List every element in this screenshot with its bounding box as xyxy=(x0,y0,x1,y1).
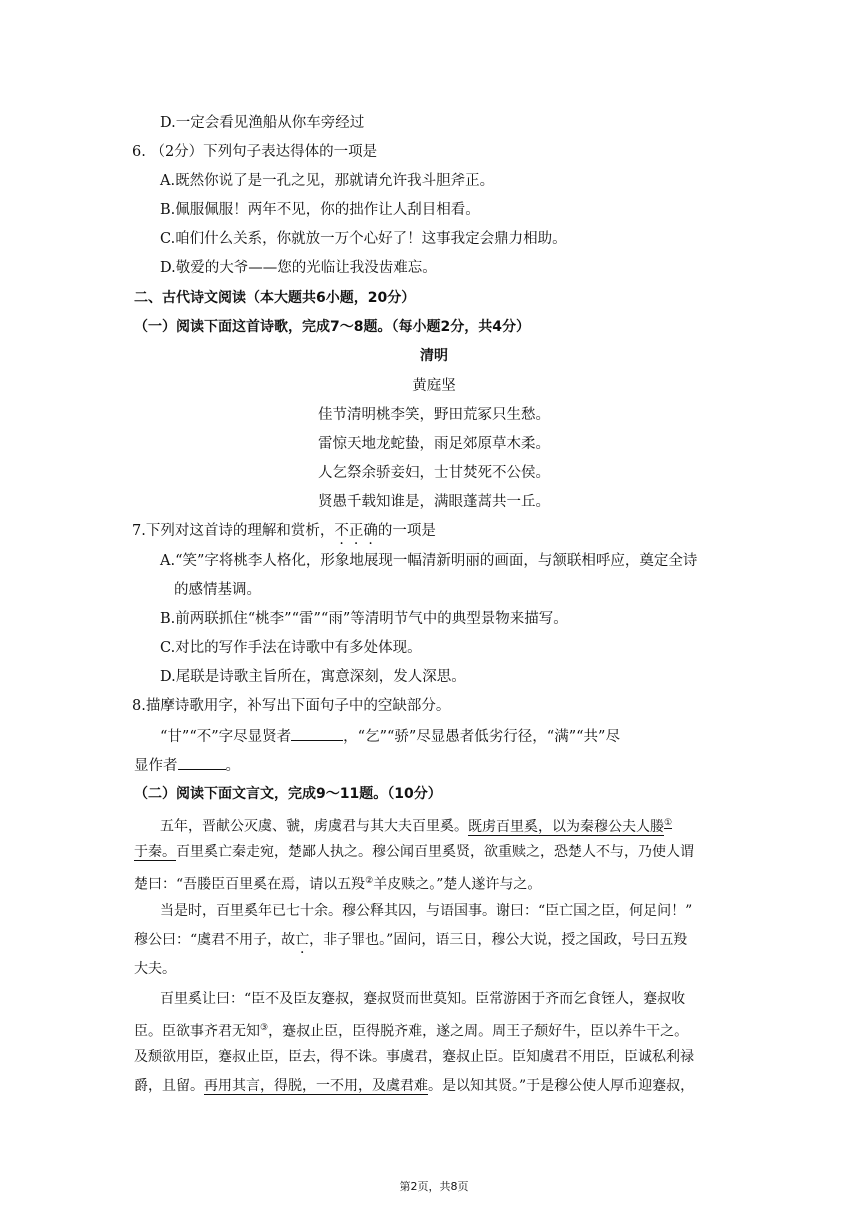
q7-option-b: B.前两联抓住“桃李”“雷”“雨”等清明节气中的典型景物来描写。 xyxy=(160,611,568,627)
passage-p3-line1: 百里奚让曰：“臣不及臣友蹇叔，蹇叔贤而世莫知。臣常游困于齐而乞食铚人，蹇叔收 xyxy=(160,991,686,1007)
q6-stem: 6. （2分）下列句子表达得体的一项是 xyxy=(132,144,378,160)
passage-p1-line1: 五年，晋献公灭虞、虢，虏虞君与其大夫百里奚。既虏百里奚，以为秦穆公夫人媵① xyxy=(160,818,673,835)
page-number: 第2页，共8页 xyxy=(399,1180,469,1193)
section2-heading: 二、古代诗文阅读（本大题共6小题，20分） xyxy=(134,290,416,306)
q6-option-c: C.咱们什么关系，你就放一万个心好了！这事我定会鼎力相助。 xyxy=(160,231,567,247)
poem-line-4: 贤愚千载知谁是，满眼蓬蒿共一丘。 xyxy=(318,494,550,510)
poem-line-3: 人乞祭余骄妾妇，士甘焚死不公侯。 xyxy=(318,465,550,481)
q6-option-b: B.佩服佩服！两年不见，你的拙作让人刮目相看。 xyxy=(160,202,480,218)
passage-p1-line2: 于秦。百里奚亡秦走宛，楚鄙人执之。穆公闻百里奚贤，欲重赎之，恐楚人不与，乃使人谓 xyxy=(134,844,694,860)
passage-p3-line4: 爵，且留。再用其言，得脱，一不用，及虞君难。是以知其贤。”于是穆公使人厚币迎蹇叔， xyxy=(134,1078,695,1094)
q8-line-1: “甘”“不”字尽显贤者 ，“乞”“骄”尽显愚者低劣行径，“满”“共”尽 xyxy=(160,726,620,747)
poem-author: 黄庭坚 xyxy=(412,378,456,394)
part1-heading: （一）阅读下面这首诗歌，完成7～8题。（每小题2分，共4分） xyxy=(134,319,530,335)
q6-option-d: D.敬爱的大爷——您的光临让我没齿难忘。 xyxy=(160,260,437,276)
q8-stem: 8.描摩诗歌用字，补写出下面句子中的空缺部分。 xyxy=(132,698,451,714)
q6-option-a: A.既然你说了是一孔之见，那就请允许我斗胆斧正。 xyxy=(160,173,495,189)
q8-line-2: 显作者 。 xyxy=(134,755,240,776)
q7-stem: 7.下列对这首诗的理解和赏析，不正确的一项是 xyxy=(132,523,436,539)
q5-option-d: D.一定会看见渔船从你车旁经过 xyxy=(160,115,365,131)
q8-blank-2[interactable] xyxy=(178,755,226,770)
passage-p1-line3: 楚曰：“吾媵臣百里奚在焉，请以五羖②羊皮赎之。”楚人遂许与之。 xyxy=(134,876,542,893)
passage-p3-line3: 及颓欲用臣，蹇叔止臣，臣去，得不诛。事虞君，蹇叔止臣。臣知虞君不用臣，臣诚私利禄 xyxy=(134,1049,694,1065)
poem-line-2: 雷惊天地龙蛇蛰，雨足郊原草木柔。 xyxy=(318,436,550,452)
q7-option-a: A.“笑”字将桃李人格化，形象地展现一幅清新明丽的画面，与颔联相呼应，奠定全诗 xyxy=(160,553,698,569)
poem-title: 清明 xyxy=(420,348,448,364)
poem-line-1: 佳节清明桃李笑，野田荒冢只生愁。 xyxy=(318,407,550,423)
q8-blank-1[interactable] xyxy=(291,726,343,741)
q7-option-a-cont: 的感情基调。 xyxy=(174,582,261,598)
passage-p2-line3: 大夫。 xyxy=(134,961,176,977)
passage-p2-line2: 穆公曰：“虞君不用子，故亡，非子罪也。”固问，语三日，穆公大说，授之国政，号曰五羖 xyxy=(134,932,688,948)
q7-option-d: D.尾联是诗歌主旨所在，寓意深刻，发人深思。 xyxy=(160,669,466,685)
passage-p3-line2: 臣。臣欲事齐君无知③，蹇叔止臣，臣得脱齐难，遂之周。周王子颓好牛，臣以养牛干之。 xyxy=(134,1023,689,1040)
part2-heading: （二）阅读下面文言文，完成9～11题。（10分） xyxy=(134,786,442,802)
q7-option-c: C.对比的写作手法在诗歌中有多处体现。 xyxy=(160,640,422,656)
passage-p2-line1: 当是时，百里奚年已七十余。穆公释其囚，与语国事。谢曰：“臣亡国之臣，何足问！” xyxy=(160,903,693,919)
